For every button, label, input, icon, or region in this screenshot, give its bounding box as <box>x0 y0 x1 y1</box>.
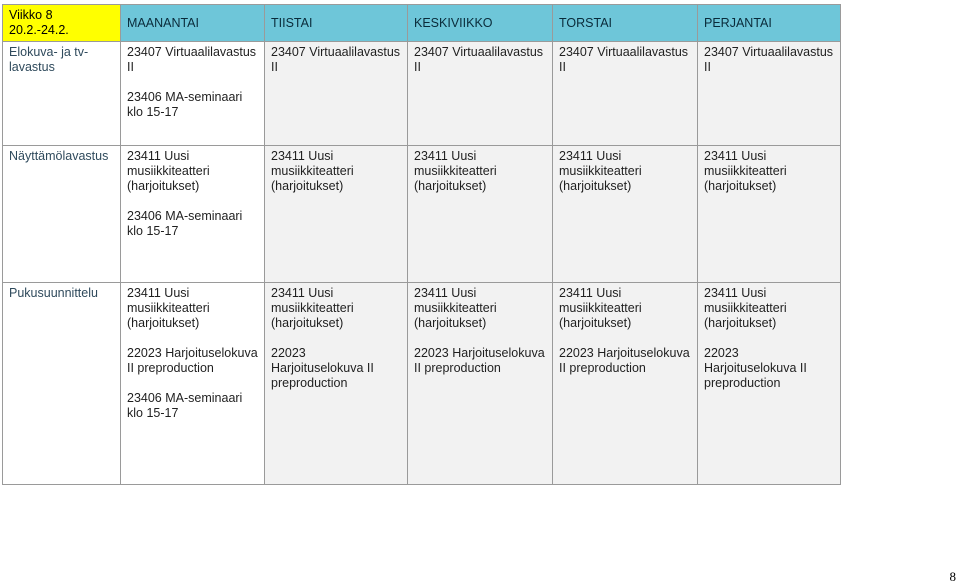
course-entry: 23407 Virtuaalilavastus II <box>559 45 689 74</box>
course-entry: 22023 Harjoituselokuva II preproduction <box>704 346 807 390</box>
course-entry: 22023 Harjoituselokuva II preproduction <box>271 346 374 390</box>
course-entry: 23411 Uusi musiikkiteatteri (harjoitukset) <box>271 286 354 330</box>
slot-monday <box>121 42 265 146</box>
slot-wednesday <box>408 146 553 283</box>
course-entry: 23411 Uusi musiikkiteatteri (harjoitukset) <box>127 149 210 193</box>
course-entry: 23411 Uusi musiikkiteatteri (harjoitukset) <box>127 286 210 330</box>
day-header-monday: MAANANTAI <box>121 5 265 42</box>
slot-thursday <box>553 146 698 283</box>
course-entry: 23411 Uusi musiikkiteatteri (harjoitukset) <box>704 286 787 330</box>
slot-wednesday <box>408 283 553 485</box>
day-header-thursday: TORSTAI <box>553 5 698 42</box>
course-entry: 22023 Harjoituselokuva II preproduction <box>559 346 690 375</box>
course-entry: 23411 Uusi musiikkiteatteri (harjoitukset) <box>559 286 642 330</box>
day-header-tuesday: TIISTAI <box>265 5 408 42</box>
row-elokuva-ja-tv-lavastus <box>3 42 841 146</box>
slot-thursday <box>553 283 698 485</box>
row-label: Pukusuunnittelu <box>3 283 121 485</box>
slot-monday <box>121 283 265 485</box>
slot-friday <box>698 283 841 485</box>
course-entry: 23411 Uusi musiikkiteatteri (harjoitukset) <box>414 149 497 193</box>
course-entry: 23411 Uusi musiikkiteatteri (harjoitukset) <box>704 149 787 193</box>
course-entry: 23407 Virtuaalilavastus II <box>704 45 834 74</box>
course-entry: 22023 Harjoituselokuva II preproduction <box>414 346 545 375</box>
row-label: Näyttämölavastus <box>3 146 121 283</box>
slot-wednesday <box>408 42 553 146</box>
schedule-body <box>3 42 841 485</box>
week-number: Viikko 8 <box>9 8 53 22</box>
course-entry: 23406 MA-seminaari klo 15-17 <box>127 90 243 119</box>
header-row <box>3 5 841 42</box>
schedule-table <box>2 4 841 485</box>
slot-friday <box>698 42 841 146</box>
course-entry: 23407 Virtuaalilavastus II <box>271 45 401 74</box>
row-nayttamolavastus <box>3 146 841 283</box>
day-header-wednesday: KESKIVIIKKO <box>408 5 553 42</box>
week-date-range: 20.2.-24.2. <box>9 23 69 37</box>
course-entry: 23411 Uusi musiikkiteatteri (harjoitukset) <box>414 286 497 330</box>
course-entry: 23406 MA-seminaari klo 15-17 <box>127 209 243 238</box>
course-entry: 23411 Uusi musiikkiteatteri (harjoitukset) <box>271 149 354 193</box>
course-entry: 23407 Virtuaalilavastus II <box>127 45 257 74</box>
slot-tuesday <box>265 283 408 485</box>
slot-thursday <box>553 42 698 146</box>
slot-monday <box>121 146 265 283</box>
course-entry: 23407 Virtuaalilavastus II <box>414 45 544 74</box>
slot-friday <box>698 146 841 283</box>
course-entry: 23411 Uusi musiikkiteatteri (harjoitukset) <box>559 149 642 193</box>
week-label <box>3 5 121 42</box>
course-entry: 22023 Harjoituselokuva II preproduction <box>127 346 258 375</box>
slot-tuesday <box>265 42 408 146</box>
page-number: 8 <box>949 569 956 584</box>
slot-tuesday <box>265 146 408 283</box>
row-label: Elokuva- ja tv-lavastus <box>3 42 121 146</box>
course-entry: 23406 MA-seminaari klo 15-17 <box>127 391 243 420</box>
row-pukusuunnittelu <box>3 283 841 485</box>
day-header-friday: PERJANTAI <box>698 5 841 42</box>
